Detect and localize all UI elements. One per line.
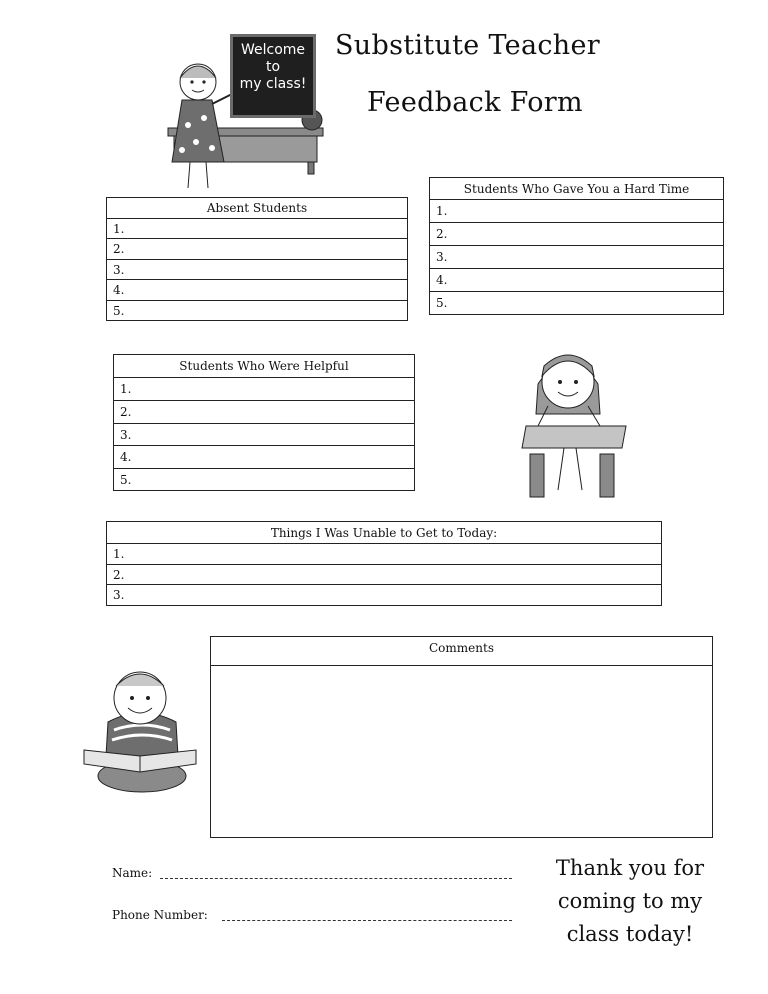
table-row[interactable]: 1. [430,200,724,223]
table-row[interactable]: 2. [107,565,662,585]
table-row[interactable]: 3. [114,424,415,446]
table-row[interactable]: 3. [107,260,408,280]
helpful-students-header: Students Who Were Helpful [114,355,415,378]
hard-time-table [429,177,724,315]
thank-you-note [540,852,720,951]
phone-label: Phone Number: [112,908,208,922]
chalkboard-line-1: Welcome [240,42,306,58]
chalkboard-line-3: my class! [239,76,307,92]
comments-box[interactable] [210,636,713,838]
chalkboard-sign [230,34,316,118]
table-row[interactable]: 4. [114,446,415,469]
table-row[interactable]: 4. [430,269,724,292]
page-title: Substitute Teacher [335,30,600,61]
thank-you-line-1: Thank you for [555,856,705,880]
table-row[interactable]: 3. [107,585,662,606]
hard-time-header: Students Who Gave You a Hard Time [430,178,724,200]
student-reading-book-icon [80,664,202,796]
page-subtitle: Feedback Form [367,87,583,118]
comments-header: Comments [211,637,712,666]
table-row[interactable]: 5. [114,469,415,491]
table-row[interactable]: 3. [430,246,724,269]
unable-tasks-header: Things I Was Unable to Get to Today: [107,522,662,544]
table-row[interactable]: 1. [107,544,662,565]
unable-tasks-table [106,521,662,606]
phone-field[interactable] [222,920,512,921]
name-label: Name: [112,866,153,880]
table-row[interactable]: 5. [107,301,408,321]
table-row[interactable]: 2. [107,239,408,260]
chalkboard-line-2: to [265,59,281,75]
table-row[interactable]: 5. [430,292,724,315]
thank-you-line-2: coming to my [557,889,703,913]
name-field[interactable] [160,878,512,879]
table-row[interactable]: 1. [114,378,415,401]
helpful-students-table [113,354,415,491]
absent-students-header: Absent Students [107,198,408,219]
table-row[interactable]: 2. [430,223,724,246]
table-row[interactable]: 4. [107,280,408,301]
absent-students-table [106,197,408,321]
table-row[interactable]: 2. [114,401,415,424]
student-at-desk-icon [518,344,636,500]
table-row[interactable]: 1. [107,219,408,239]
thank-you-line-3: class today! [566,922,694,946]
